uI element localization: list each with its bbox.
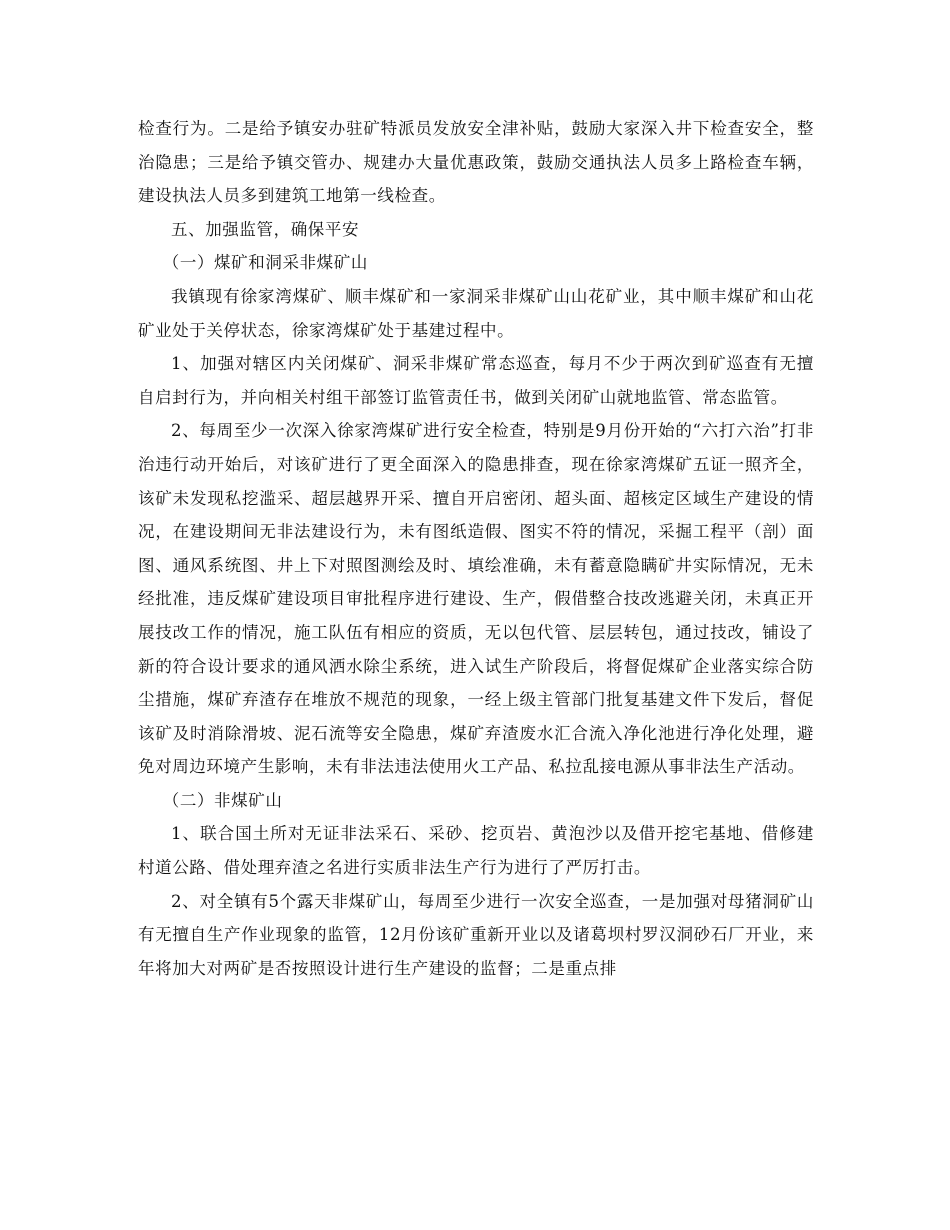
paragraph-item-2: 2、每周至少一次深入徐家湾煤矿进行安全检查，特别是9月份开始的“六打六治”打非治违行动开始后，对该矿进行了更全面深入的隐患排查，现在徐家湾煤矿五证一照齐全，该矿未发现私挖滥采、超层越界开采、擅自开启密闭、超头面、超核定区域生产建设的情况，在建设期间无非法建设行为，未有图纸造假、图实不符的情况，采掘工程平（剖）面图、通风系统图、井上下对照图测绘及时、填绘准确，未有蓄意隐瞒矿井实际情况，无未经批准，违反煤矿建设项目审批程序进行建设、生产，假借整合技改逃避关闭，未真正开展技改工作的情况，施工队伍有相应的资质，无以包代管、层层转包，通过技改，铺设了新的符合设计要求的通风洒水除尘系统，进入试生产阶段后，将督促煤矿企业落实综合防尘措施，煤矿弃渣存在堆放不规范的现象，一经上级主管部门批复基建文件下发后，督促该矿及时消除滑坡、泥石流等安全隐患，煤矿弃渣废水汇合流入净化池进行净化处理，避免对周边环境产生影响，未有非法违法使用火工产品、私拉乱接电源从事非法生产活动。 <box>138 421 814 777</box>
paragraph-continuation: 检查行为。二是给予镇安办驻矿特派员发放安全津补贴，鼓励大家深入井下检查安全，整治隐患；三是给予镇交管办、规建办大量优惠政策，鼓励交通执法人员多上路检查车辆，建设执法人员多到建筑工地第一线检查。 <box>138 119 814 206</box>
paragraph-item-1: 1、加强对辖区内关闭煤矿、洞采非煤矿常态巡查，每月不少于两次到矿巡查有无擅自启封行为，并向相关村组干部签订监管责任书，做到关闭矿山就地监管、常态监管。 <box>138 354 814 407</box>
subsection-heading-coal-mines: （一）煤矿和洞采非煤矿山 <box>162 253 368 273</box>
paragraph-item-3: 1、联合国土所对无证非法采石、采砂、挖页岩、黄泡沙以及借开挖宅基地、借修建村道公路、借处理弃渣之名进行实质非法生产行为进行了严厉打击。 <box>138 824 814 878</box>
document-body <box>138 112 814 985</box>
paragraph-intro: 我镇现有徐家湾煤矿、顺丰煤矿和一家洞采非煤矿山山花矿业，其中顺丰煤矿和山花矿业处于关停状态，徐家湾煤矿处于基建过程中。 <box>138 286 814 340</box>
paragraph-item-4: 2、对全镇有5个露天非煤矿山，每周至少进行一次安全巡查，一是加强对母猪洞矿山有无擅自生产作业现象的监管，12月份该矿重新开业以及诸葛坝村罗汉洞砂石厂开业，来年将加大对两矿是否按照设计进行生产建设的监督；二是重点排 <box>138 891 814 978</box>
section-heading-5: 五、加强监管，确保平安 <box>171 219 360 239</box>
subsection-heading-non-coal-mines: （二）非煤矿山 <box>162 790 283 810</box>
